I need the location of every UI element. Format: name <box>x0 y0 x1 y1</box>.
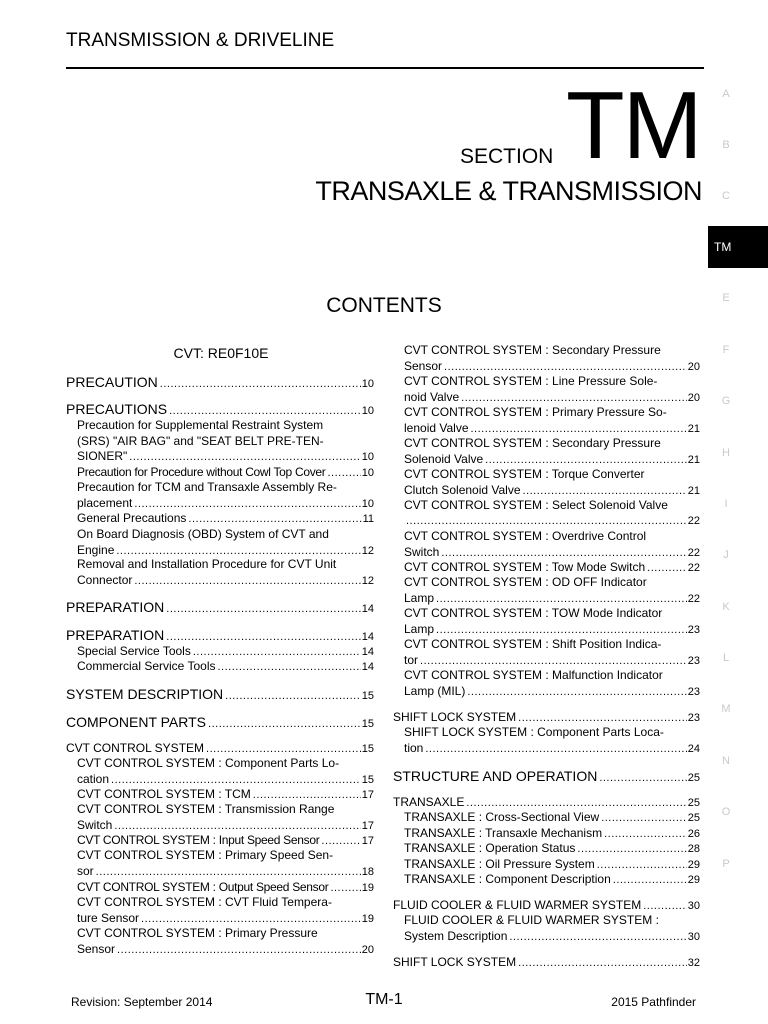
toc-entry-title: CVT CONTROL SYSTEM : Tow Mode Switch <box>404 560 646 574</box>
toc-entry-line: CVT CONTROL SYSTEM : Overdrive Control <box>404 529 647 543</box>
toc-page-number: 15 <box>361 718 374 730</box>
toc-entry-title: SHIFT LOCK SYSTEM <box>393 710 517 724</box>
toc-page-number: 23 <box>687 654 700 667</box>
toc-entry[interactable] <box>404 343 700 375</box>
toc-page-number: 20 <box>687 360 700 373</box>
dot-leader <box>129 450 360 466</box>
toc-entry-line: On Board Diagnosis (OBD) System of CVT and <box>77 527 329 541</box>
dot-leader <box>117 943 361 959</box>
toc-page-number: 32 <box>687 957 700 969</box>
toc-page-number: 22 <box>687 562 700 574</box>
toc-page-number: 22 <box>687 546 700 559</box>
toc-entry-line: FLUID COOLER & FLUID WARMER SYSTEM : <box>404 913 659 927</box>
toc-page-number: 21 <box>687 453 700 466</box>
toc-entry-title: cation <box>77 771 110 786</box>
toc-entry-title: STRUCTURE AND OPERATION <box>393 768 598 784</box>
toc-entry[interactable] <box>77 926 374 958</box>
dot-leader <box>96 865 361 881</box>
toc-entry-line: CVT CONTROL SYSTEM : Torque Converter <box>404 467 645 481</box>
toc-entry[interactable] <box>404 637 700 669</box>
toc-entry-title: CVT CONTROL SYSTEM : Output Speed Sensor <box>77 880 329 894</box>
toc-page-number: 15 <box>361 743 374 755</box>
toc-page-number: 30 <box>687 900 700 912</box>
toc-entry-line: CVT CONTROL SYSTEM : Transmission Range <box>77 802 335 816</box>
toc-page-number: 17 <box>361 789 374 801</box>
toc-page-number: 22 <box>687 514 700 527</box>
footer-revision: Revision: September 2014 <box>71 995 213 1009</box>
toc-page-number: 26 <box>687 828 700 840</box>
toc-entry-line: CVT CONTROL SYSTEM : Line Pressure Sole- <box>404 374 658 388</box>
toc-entry-title: ture Sensor <box>77 910 140 925</box>
toc-entry[interactable] <box>404 668 700 700</box>
toc-entry-line: CVT CONTROL SYSTEM : Primary Pressure <box>77 926 318 940</box>
dot-leader <box>111 773 361 789</box>
toc-entry[interactable] <box>404 810 700 827</box>
footer-page-id: TM-1 <box>365 991 403 1008</box>
dot-leader <box>420 654 687 670</box>
toc-entry[interactable] <box>404 725 700 757</box>
toc-page-number: 20 <box>361 943 374 956</box>
toc-entry-title: CVT CONTROL SYSTEM : TCM <box>77 787 251 801</box>
side-tab-l[interactable]: L <box>722 652 730 664</box>
toc-entry[interactable] <box>393 767 700 787</box>
toc-entry-line: SHIFT LOCK SYSTEM : Component Parts Loca- <box>404 725 664 739</box>
dot-leader <box>425 742 686 758</box>
toc-entry[interactable] <box>66 626 374 646</box>
toc-entry-line: CVT CONTROL SYSTEM : OD OFF Indicator <box>404 575 647 589</box>
toc-entry[interactable] <box>77 659 374 676</box>
footer-model: 2015 Pathfinder <box>611 995 696 1009</box>
toc-page-number: 23 <box>687 712 700 724</box>
toc-entry[interactable] <box>66 373 374 393</box>
toc-subtitle: CVT: RE0F10E <box>173 345 269 361</box>
toc-entry[interactable] <box>404 529 700 561</box>
toc-entry-title: Solenoid Valve <box>404 451 484 466</box>
toc-entry-title: placement <box>77 495 133 510</box>
toc-entry-title: SYSTEM DESCRIPTION <box>66 686 224 702</box>
side-tab-o[interactable]: O <box>721 806 731 818</box>
toc-page-number: 25 <box>687 772 700 784</box>
toc-entry-title: Lamp <box>404 621 435 636</box>
toc-entry-title: SIONER" <box>77 449 128 463</box>
toc-entry[interactable] <box>77 418 374 466</box>
toc-entry[interactable] <box>77 527 374 559</box>
side-tab-a[interactable]: A <box>722 88 730 100</box>
toc-page-number: 10 <box>361 497 374 510</box>
toc-entry[interactable] <box>404 467 700 499</box>
toc-page-number: 10 <box>361 405 374 417</box>
toc-entry[interactable] <box>393 955 700 972</box>
toc-entry[interactable] <box>404 606 700 638</box>
toc-entry-title: Commercial Service Tools <box>77 659 216 673</box>
toc-page-number: 30 <box>687 930 700 943</box>
dot-leader <box>436 592 687 608</box>
toc-entry-title: sor <box>77 863 94 878</box>
toc-entry-title: COMPONENT PARTS <box>66 714 207 730</box>
side-tab-i[interactable]: I <box>724 498 728 510</box>
toc-entry-title: Switch <box>404 544 440 559</box>
dot-leader <box>141 912 361 928</box>
toc-entry-line: Removal and Installation Procedure for CVT Unit <box>77 557 337 571</box>
side-tab-f[interactable]: F <box>722 344 730 356</box>
toc-entry-title: TRANSAXLE : Operation Status <box>404 841 576 855</box>
toc-page-number: 14 <box>361 603 374 615</box>
dot-leader <box>441 546 686 562</box>
dot-leader <box>208 715 361 733</box>
toc-entry-title: TRANSAXLE : Component Description <box>404 872 611 886</box>
toc-entry-line: Precaution for Supplemental Restraint System <box>77 418 324 432</box>
dot-leader <box>485 453 687 469</box>
toc-entry-title: CVT CONTROL SYSTEM <box>66 741 205 755</box>
dot-leader <box>601 811 687 827</box>
side-tab-b[interactable]: B <box>722 139 730 151</box>
toc-page-number: 15 <box>361 773 374 786</box>
dot-leader <box>461 391 687 407</box>
toc-entry[interactable] <box>404 841 700 858</box>
toc-entry-title: Sensor <box>77 941 116 956</box>
toc-entry[interactable] <box>404 436 700 468</box>
toc-entry-title: Lamp <box>404 590 435 605</box>
toc-entry-title: PREPARATION <box>66 599 165 615</box>
toc-entry-title: noid Valve <box>404 389 460 404</box>
dot-leader <box>509 930 686 946</box>
toc-entry[interactable] <box>77 557 374 589</box>
side-tab-c[interactable]: C <box>722 190 730 202</box>
dot-leader <box>436 623 687 639</box>
toc-entry-title: tion <box>404 740 424 755</box>
toc-page-number: 28 <box>687 843 700 855</box>
toc-entry-title: tor <box>404 652 419 667</box>
dot-leader <box>577 842 686 858</box>
toc-entry-title: FLUID COOLER & FLUID WARMER SYSTEM <box>393 898 642 912</box>
dot-leader <box>613 873 687 889</box>
toc-entry-title: Connector <box>77 572 133 587</box>
toc-entry[interactable] <box>404 872 700 889</box>
contents-heading: CONTENTS <box>326 294 442 317</box>
side-tab-p[interactable]: P <box>722 858 730 870</box>
toc-entry-title: Precaution for Procedure without Cowl Top Cover <box>77 465 326 479</box>
side-tab-e[interactable]: E <box>722 292 730 304</box>
toc-page-number: 25 <box>687 797 700 809</box>
toc-entry-line: CVT CONTROL SYSTEM : Primary Pressure So- <box>404 405 667 419</box>
toc-entry-line: CVT CONTROL SYSTEM : Secondary Pressure <box>404 436 661 450</box>
toc-entry-title: TRANSAXLE : Transaxle Mechanism <box>404 826 603 840</box>
dot-leader <box>188 512 361 528</box>
toc-page-number: 25 <box>687 812 700 824</box>
dot-leader <box>406 514 687 530</box>
toc-entry[interactable] <box>77 802 374 834</box>
toc-page-number: 15 <box>361 690 374 702</box>
toc-page-number: 20 <box>687 391 700 404</box>
toc-entry-line: CVT CONTROL SYSTEM : TOW Mode Indicator <box>404 606 663 620</box>
toc-entry[interactable] <box>77 895 374 927</box>
dot-leader <box>114 819 360 835</box>
toc-entry[interactable] <box>77 848 374 880</box>
toc-page-number: 11 <box>362 513 374 525</box>
toc-entry[interactable] <box>404 575 700 607</box>
toc-entry[interactable] <box>404 405 700 437</box>
toc-entry[interactable] <box>404 913 700 945</box>
running-header: TRANSMISSION & DRIVELINE <box>66 30 335 51</box>
side-tab-h[interactable]: H <box>722 447 730 459</box>
toc-page-number: 17 <box>361 835 374 847</box>
toc-page-number: 19 <box>361 912 374 925</box>
toc-entry-line: CVT CONTROL SYSTEM : Secondary Pressure <box>404 343 661 357</box>
side-tab-g[interactable]: G <box>721 395 731 407</box>
toc-entry-title: TRANSAXLE : Cross-Sectional View <box>404 810 600 824</box>
toc-entry-line: CVT CONTROL SYSTEM : Component Parts Lo- <box>77 756 340 770</box>
section-code: TM <box>566 72 701 179</box>
side-tab-m[interactable]: M <box>721 703 731 715</box>
toc-page-number: 10 <box>361 378 374 390</box>
toc-page-number: 14 <box>361 631 374 643</box>
toc-entry[interactable] <box>66 713 374 733</box>
toc-page-number: 18 <box>361 865 374 878</box>
toc-entry[interactable] <box>66 685 374 705</box>
toc-page-number: 12 <box>361 574 374 587</box>
toc-entry-title: System Description <box>404 928 508 943</box>
toc-entry-title: lenoid Valve <box>404 420 469 435</box>
toc-entry-title: Clutch Solenoid Valve <box>404 482 521 497</box>
toc-entry[interactable] <box>404 374 700 406</box>
toc-page-number: 12 <box>361 544 374 557</box>
header-rule <box>66 67 704 69</box>
toc-entry-line: Precaution for TCM and Transaxle Assembly Re- <box>77 480 337 494</box>
side-tab-tm[interactable]: TM <box>708 226 768 268</box>
dot-leader <box>523 484 687 500</box>
toc-page-number: 14 <box>361 661 374 673</box>
section-title: TRANSAXLE & TRANSMISSION <box>315 176 702 206</box>
toc-entry-title: TRANSAXLE <box>393 795 465 809</box>
toc-entry-title: Switch <box>77 817 113 832</box>
dot-leader <box>218 660 361 676</box>
toc-page-number: 21 <box>687 484 700 497</box>
toc-page-number: 14 <box>361 646 374 658</box>
toc-page-number: 17 <box>361 819 374 832</box>
dot-leader <box>134 497 360 513</box>
toc-entry-title: PRECAUTION <box>66 374 158 390</box>
dot-leader <box>599 769 686 787</box>
toc-entry[interactable] <box>77 756 374 788</box>
toc-entry-line: CVT CONTROL SYSTEM : Select Solenoid Valve <box>404 498 668 512</box>
toc-page-number: 21 <box>687 422 700 435</box>
dot-leader <box>444 360 687 376</box>
toc-entry[interactable] <box>77 511 374 528</box>
toc-page-number: 10 <box>361 467 374 479</box>
toc-page-number: 23 <box>687 623 700 636</box>
dot-leader <box>134 574 360 590</box>
dot-leader <box>166 600 360 618</box>
dot-leader <box>225 687 361 705</box>
toc-entry-title: PREPARATION <box>66 627 165 643</box>
toc-page-number: 10 <box>361 451 374 463</box>
side-tab-j[interactable]: J <box>723 549 729 561</box>
toc-page-number: 19 <box>361 882 374 894</box>
toc-page-number: 23 <box>687 685 700 698</box>
dot-leader <box>160 375 361 393</box>
toc-page-number: 22 <box>687 592 700 605</box>
toc-page-number: 29 <box>687 874 700 886</box>
toc-entry-title: CVT CONTROL SYSTEM : Input Speed Sensor <box>77 833 320 847</box>
side-tab-k[interactable]: K <box>722 601 730 613</box>
dot-leader <box>518 956 687 972</box>
toc-entry[interactable] <box>66 598 374 618</box>
toc-entry-line: CVT CONTROL SYSTEM : Malfunction Indicator <box>404 668 663 682</box>
dot-leader <box>467 685 686 701</box>
toc-entry-title: Lamp (MIL) <box>404 683 466 698</box>
toc-page-number: 29 <box>687 859 700 871</box>
toc-entry[interactable] <box>77 480 374 512</box>
toc-entry-title: Engine <box>77 542 115 557</box>
toc-entry-title: Special Service Tools <box>77 644 191 658</box>
toc-entry[interactable] <box>404 498 700 529</box>
toc-entry-line: CVT CONTROL SYSTEM : CVT Fluid Tempera- <box>77 895 332 909</box>
toc-entry[interactable] <box>66 400 374 420</box>
toc-page-number: 24 <box>687 742 700 755</box>
side-tab-n[interactable]: N <box>722 755 730 767</box>
toc-entry-line: CVT CONTROL SYSTEM : Shift Position Indica- <box>404 637 662 651</box>
toc-entry-title: Sensor <box>404 358 443 373</box>
toc-entry-title: PRECAUTIONS <box>66 401 168 417</box>
toc-entry-line: (SRS) "AIR BAG" and "SEAT BELT PRE-TEN- <box>77 433 324 448</box>
toc-entry-title: SHIFT LOCK SYSTEM <box>393 955 517 969</box>
toc-entry-title: General Precautions <box>77 511 187 525</box>
toc-entry-title: TRANSAXLE : Oil Pressure System <box>404 857 595 871</box>
dot-leader <box>471 422 687 438</box>
toc-entry-line: CVT CONTROL SYSTEM : Primary Speed Sen- <box>77 848 334 862</box>
section-word: SECTION <box>460 145 554 168</box>
